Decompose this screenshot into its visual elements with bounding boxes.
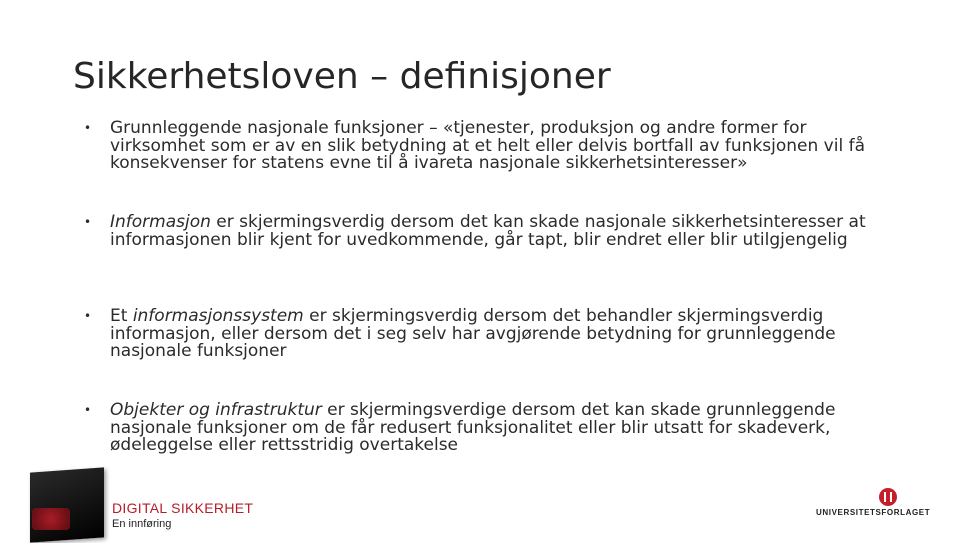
- book-cover-graphic: [32, 508, 70, 530]
- bullet-prefix: Et: [110, 306, 133, 326]
- bullet-item: [82, 214, 872, 249]
- publisher-logo-icon: [879, 488, 897, 506]
- slide-title: Sikkerhetsloven – definisjoner: [73, 56, 611, 97]
- bullet-text: er skjermingsverdige dersom det kan skade grunnleggende nasjonale funksjoner om de får redusert funksjonalitet eller blir utsatt for skadeverk, ødeleggelse eller rettsstridig overtakelse: [110, 400, 836, 455]
- bullet-dot-icon: •: [84, 403, 92, 417]
- book-subtitle: En innføring: [112, 518, 172, 530]
- bullet-dot-icon: •: [84, 309, 92, 323]
- bullet-italic-term: Objekter og infrastruktur: [110, 400, 322, 420]
- book-cover-icon: [30, 467, 104, 542]
- bullet-item: [82, 402, 872, 455]
- book-title: DIGITAL SIKKERHET: [112, 500, 254, 516]
- bullet-dot-icon: •: [84, 121, 92, 135]
- bullet-text: er skjermingsverdig dersom det kan skade nasjonale sikkerhetsinteresser at informasjonen blir kjent for uvedkommende, går tapt, blir endret eller blir utilgjengelig: [110, 212, 866, 250]
- bullet-italic-term: Informasjon: [110, 212, 211, 232]
- bullet-text: Grunnleggende nasjonale funksjoner – «tjenester, produksjon og andre former for virksomhet som er av en slik betydning at et helt eller delvis bortfall av funksjonen vil få konsekvenser for statens evne til å ivareta nasjonale sikkerhetsinteresser»: [110, 118, 865, 173]
- bullet-text: er skjermingsverdig dersom det behandler skjermingsverdig informasjon, eller dersom det i seg selv har avgjørende betydning for grunnleggende nasjonale funksjoner: [110, 306, 836, 361]
- bullet-item: [82, 308, 872, 361]
- bullet-dot-icon: •: [84, 215, 92, 229]
- bullet-italic-term: informasjonssystem: [132, 306, 304, 326]
- publisher-name: UNIVERSITETSFORLAGET: [816, 508, 931, 517]
- bullet-item: [82, 120, 872, 173]
